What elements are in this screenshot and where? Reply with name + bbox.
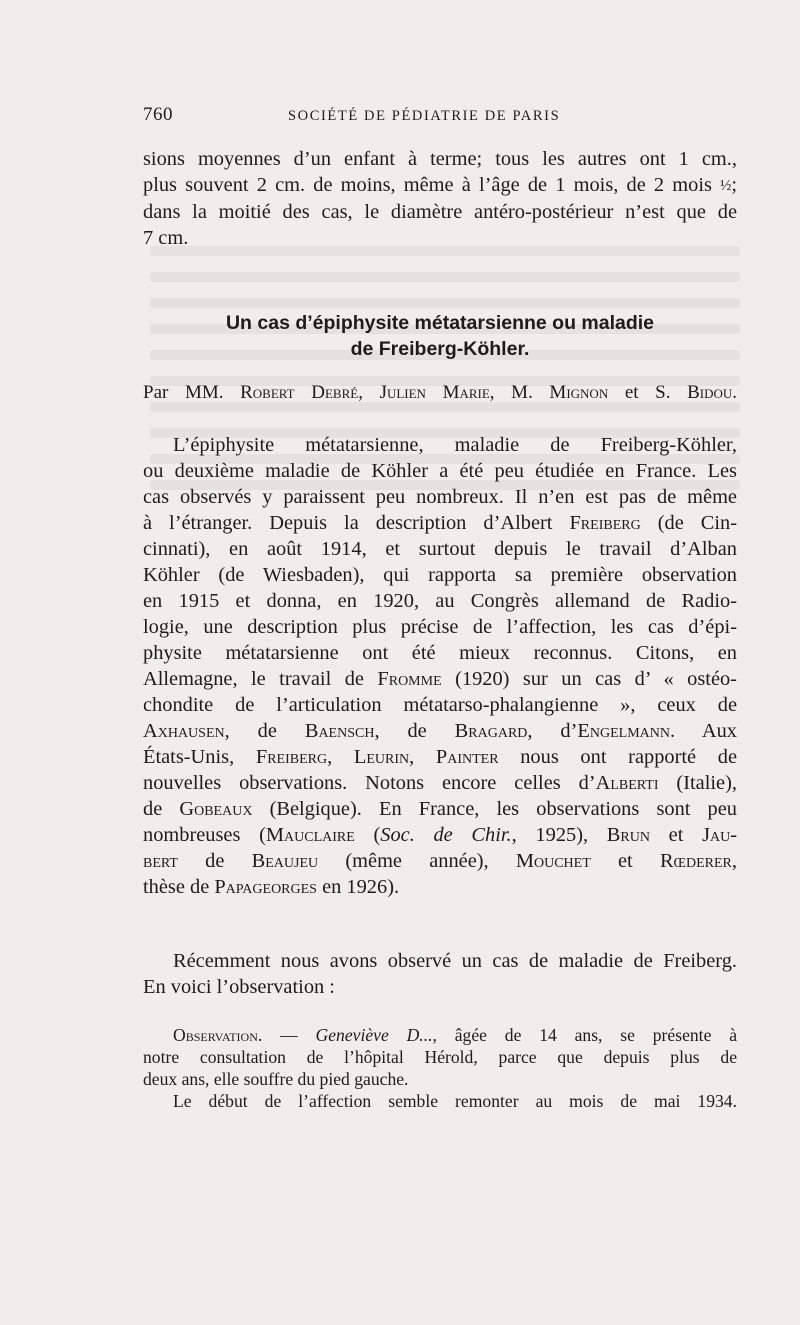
separator: ,	[489, 382, 512, 403]
cited-name: Freiberg	[569, 512, 641, 534]
text-line	[143, 1024, 737, 1046]
text-line	[143, 718, 737, 744]
text-line	[143, 770, 737, 796]
text-span: nombreuses (	[143, 824, 266, 846]
cited-name: Axhausen	[143, 720, 225, 742]
cited-name: Alberti	[595, 772, 659, 794]
author-name: Robert Debré	[240, 382, 359, 403]
separator: ,	[358, 382, 380, 403]
text-span: , de	[374, 720, 455, 742]
text-line: cinnati), en août 1914, et surtout depuis le travail d’Alban	[143, 538, 737, 560]
text-span: (Italie),	[658, 772, 737, 794]
text-span: , âgée de 14 ans, se présente à	[432, 1025, 738, 1045]
text-line: notre consultation de l’hôpital Hérold, parce que depuis plus de	[143, 1047, 737, 1067]
text-span: et	[649, 824, 703, 846]
text-span: (1920) sur un cas d’ « ostéo-	[441, 668, 737, 690]
text-line: dans la moitié des cas, le diamètre antéro-postérieur n’est que de	[143, 201, 737, 223]
body-paragraph	[143, 432, 737, 900]
text-span: de	[177, 850, 252, 872]
text-span: de	[143, 798, 180, 820]
title-line: de Freiberg-Köhler.	[350, 338, 530, 360]
separator: .	[732, 382, 738, 403]
running-title: SOCIÉTÉ DE PÉDIATRIE DE PARIS	[288, 108, 561, 124]
fraction: ½	[720, 178, 732, 194]
cited-name: bert	[143, 850, 178, 872]
text-line	[143, 822, 737, 848]
text-line: chondite de l’articulation métatarso-phalangienne », ceux de	[143, 694, 737, 716]
author-name: Julien Marie	[379, 382, 490, 403]
author-name: M. Mignon	[511, 382, 609, 403]
text-span: —	[262, 1025, 316, 1045]
cited-name: Leurin	[353, 746, 410, 768]
cited-name: Beaujeu	[251, 850, 319, 872]
text-line	[143, 796, 737, 822]
text-line: en 1915 et donna, en 1920, au Congrès allemand de Radio-	[143, 590, 737, 612]
text-span: ,	[409, 746, 436, 768]
text-line: Köhler (de Wiesbaden), qui rapporta sa première observation	[143, 564, 737, 586]
text-span: à l’étranger. Depuis la description d’Albert	[143, 512, 570, 534]
cited-name: Baensch	[304, 720, 375, 742]
text-line: physite métatarsienne ont été mieux reconnus. Citons, en	[143, 642, 737, 664]
text-line: En voici l’observation :	[143, 976, 335, 998]
text-span: plus souvent 2 cm. de moins, même à l’âge de 1 mois, de 2 mois	[143, 174, 721, 196]
authors-prefix: Par MM.	[143, 382, 241, 403]
author-line	[143, 380, 737, 406]
text-span: . Aux	[669, 720, 738, 742]
text-line: deux ans, elle souffre du pied gauche.	[143, 1069, 409, 1089]
text-span: ,	[327, 746, 354, 768]
text-line: L’épiphysite métatarsienne, maladie de Freiberg-Köhler,	[173, 434, 737, 456]
text-line	[143, 744, 737, 770]
cited-name: Bragard	[454, 720, 528, 742]
text-span: Allemagne, le travail de	[143, 668, 378, 690]
text-span: nouvelles observations. Notons encore celles d’	[143, 772, 596, 794]
text-line: Récemment nous avons observé un cas de maladie de Freiberg.	[173, 950, 737, 972]
text-span: nous ont rapporté de	[498, 746, 738, 768]
observation-label: Observation.	[173, 1025, 263, 1045]
cited-name: Rœderer	[659, 850, 732, 872]
text-span: (Belgique). En France, les observations sont peu	[252, 798, 737, 820]
text-span: (	[354, 824, 381, 846]
text-span: États-Unis,	[143, 746, 256, 768]
text-line: Le début de l’affection semble remonter au mois de mai 1934.	[173, 1091, 737, 1111]
article-title	[143, 310, 737, 362]
text-span: , de	[224, 720, 305, 742]
text-line	[143, 848, 737, 874]
cited-name: Jau-	[702, 824, 738, 846]
intro-paragraph	[143, 146, 737, 251]
cited-name: Mauclaire	[265, 824, 355, 846]
text-span: ,	[731, 850, 737, 872]
text-span: ;	[731, 174, 737, 196]
observation-block	[143, 1024, 737, 1112]
cited-name: Gobeaux	[179, 798, 253, 820]
cited-name: Mouchet	[515, 850, 591, 872]
text-span: en 1926).	[316, 876, 400, 898]
cited-name: Painter	[435, 746, 499, 768]
text-line	[143, 172, 737, 199]
text-line: ou deuxième maladie de Köhler a été peu étudiée en France. Les	[143, 460, 737, 482]
text-span: et	[590, 850, 660, 872]
text-line	[143, 510, 737, 536]
text-line: 7 cm.	[143, 227, 189, 249]
body-paragraph	[143, 948, 737, 1000]
cited-name: Engelmann	[577, 720, 670, 742]
text-line	[143, 666, 737, 692]
text-line: cas observés y paraissent peu nombreux. Il n’en est pas de même	[143, 486, 737, 508]
patient-name: Geneviève D...	[315, 1025, 433, 1045]
author-name: S. Bidou	[655, 382, 733, 403]
cited-name: Fromme	[377, 668, 442, 690]
page-number: 760	[143, 104, 173, 125]
journal-title: Soc. de Chir.	[380, 824, 512, 846]
title-line: Un cas d’épiphysite métatarsienne ou maladie	[225, 312, 655, 334]
text-span: (même année),	[318, 850, 516, 872]
text-span: , d’	[527, 720, 578, 742]
text-line: sions moyennes d’un enfant à terme; tous les autres ont 1 cm.,	[143, 148, 737, 170]
text-line	[143, 874, 737, 900]
text-span: thèse de	[143, 876, 215, 898]
cited-name: Papageorges	[214, 876, 317, 898]
cited-name: Brun	[606, 824, 650, 846]
text-span: (de Cin-	[640, 512, 738, 534]
cited-name: Freiberg	[255, 746, 328, 768]
text-line: logie, une description plus précise de l’affection, les cas d’épi-	[143, 616, 737, 638]
separator: et	[608, 382, 656, 403]
text-span: , 1925),	[511, 824, 607, 846]
